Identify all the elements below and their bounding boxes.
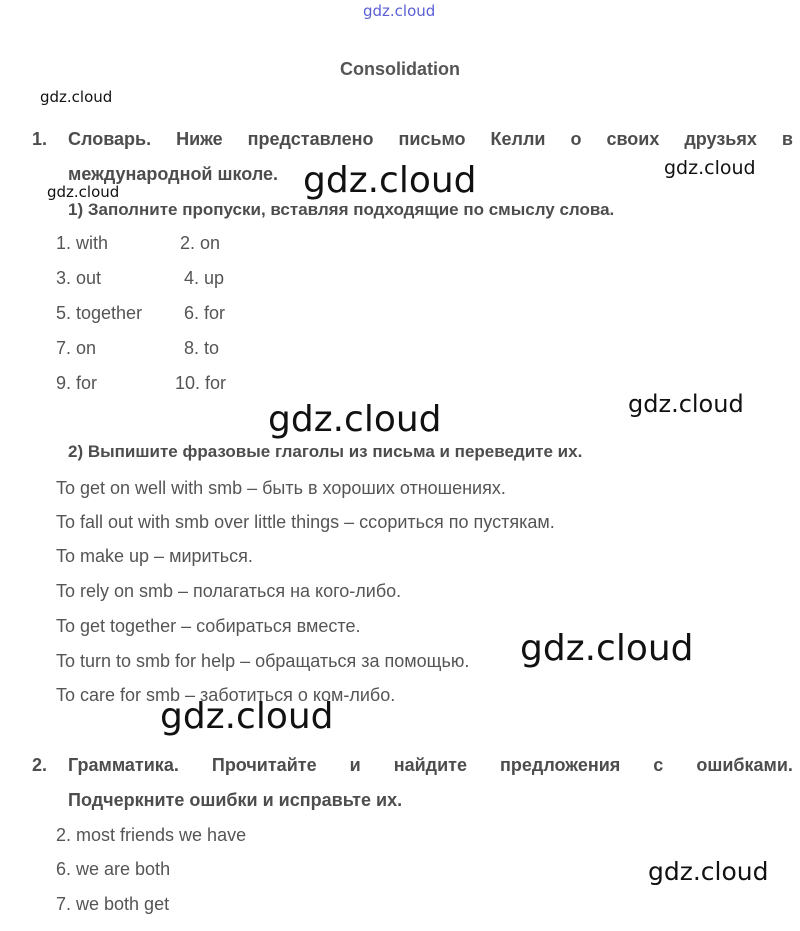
word: найдите (393, 755, 467, 775)
answer-item: 6. for (184, 303, 226, 323)
part-heading: 1) Заполните пропуски, вставляя подходящие по смыслу слова. (68, 200, 615, 219)
answer-item: 9. for (56, 373, 98, 393)
word: Словарь. (68, 129, 152, 149)
watermark: gdz.cloud (628, 390, 744, 418)
word: в (781, 129, 793, 149)
word: представлено (247, 129, 374, 149)
task-heading-line (68, 129, 793, 150)
word: друзьях (684, 129, 757, 149)
phrase-line: To turn to smb for help – обращаться за помощью. (56, 651, 470, 671)
answer-item: 2. most friends we have (56, 825, 247, 845)
task-heading-line (68, 755, 793, 776)
phrase-line: To fall out with smb over little things – ссориться по пустякам. (56, 512, 555, 532)
word: Грамматика. (68, 755, 179, 775)
phrase-line: To make up – мириться. (56, 546, 253, 566)
word: Ниже (176, 129, 223, 149)
word: о (570, 129, 582, 149)
answer-item: 6. we are both (56, 859, 171, 879)
answer-item: 7. on (56, 338, 97, 358)
answer-item: 5. together (56, 303, 143, 323)
task-heading-continuation: международной школе. (68, 164, 279, 184)
watermark: gdz.cloud (303, 160, 477, 201)
answer-item: 8. to (184, 338, 220, 358)
word: Прочитайте (211, 755, 317, 775)
word: предложения (500, 755, 621, 775)
word: письмо (398, 129, 466, 149)
answer-item: 3. out (56, 268, 102, 288)
watermark: gdz.cloud (520, 628, 694, 669)
watermark: gdz.cloud (363, 2, 436, 20)
answer-item: 10. for (175, 373, 227, 393)
page-title: Consolidation (340, 59, 460, 79)
watermark: gdz.cloud (160, 696, 334, 737)
task-number: 2. (32, 755, 48, 775)
watermark: gdz.cloud (47, 183, 120, 201)
answer-item: 4. up (184, 268, 225, 288)
answer-item: 7. we both get (56, 894, 170, 914)
word: ошибками. (696, 755, 793, 775)
watermark: gdz.cloud (664, 157, 756, 179)
word: и (349, 755, 361, 775)
answer-item: 1. with (56, 233, 109, 253)
phrase-line: To get on well with smb – быть в хороших отношениях. (56, 478, 506, 498)
word: своих (606, 129, 660, 149)
part-heading: 2) Выпишите фразовые глаголы из письма и переведите их. (68, 442, 583, 461)
phrase-line: To rely on smb – полагаться на кого-либо. (56, 581, 402, 601)
watermark: gdz.cloud (648, 857, 769, 886)
phrase-line: To get together – собираться вместе. (56, 616, 361, 636)
watermark: gdz.cloud (268, 399, 442, 440)
watermark: gdz.cloud (40, 88, 113, 106)
answer-item: 2. on (180, 233, 221, 253)
phrase-line: To care for smb – заботиться о ком-либо. (56, 685, 396, 705)
word: с (653, 755, 664, 775)
task-number: 1. (32, 129, 48, 149)
task-heading-continuation: Подчеркните ошибки и исправьте их. (68, 790, 403, 810)
word: Келли (490, 129, 546, 149)
